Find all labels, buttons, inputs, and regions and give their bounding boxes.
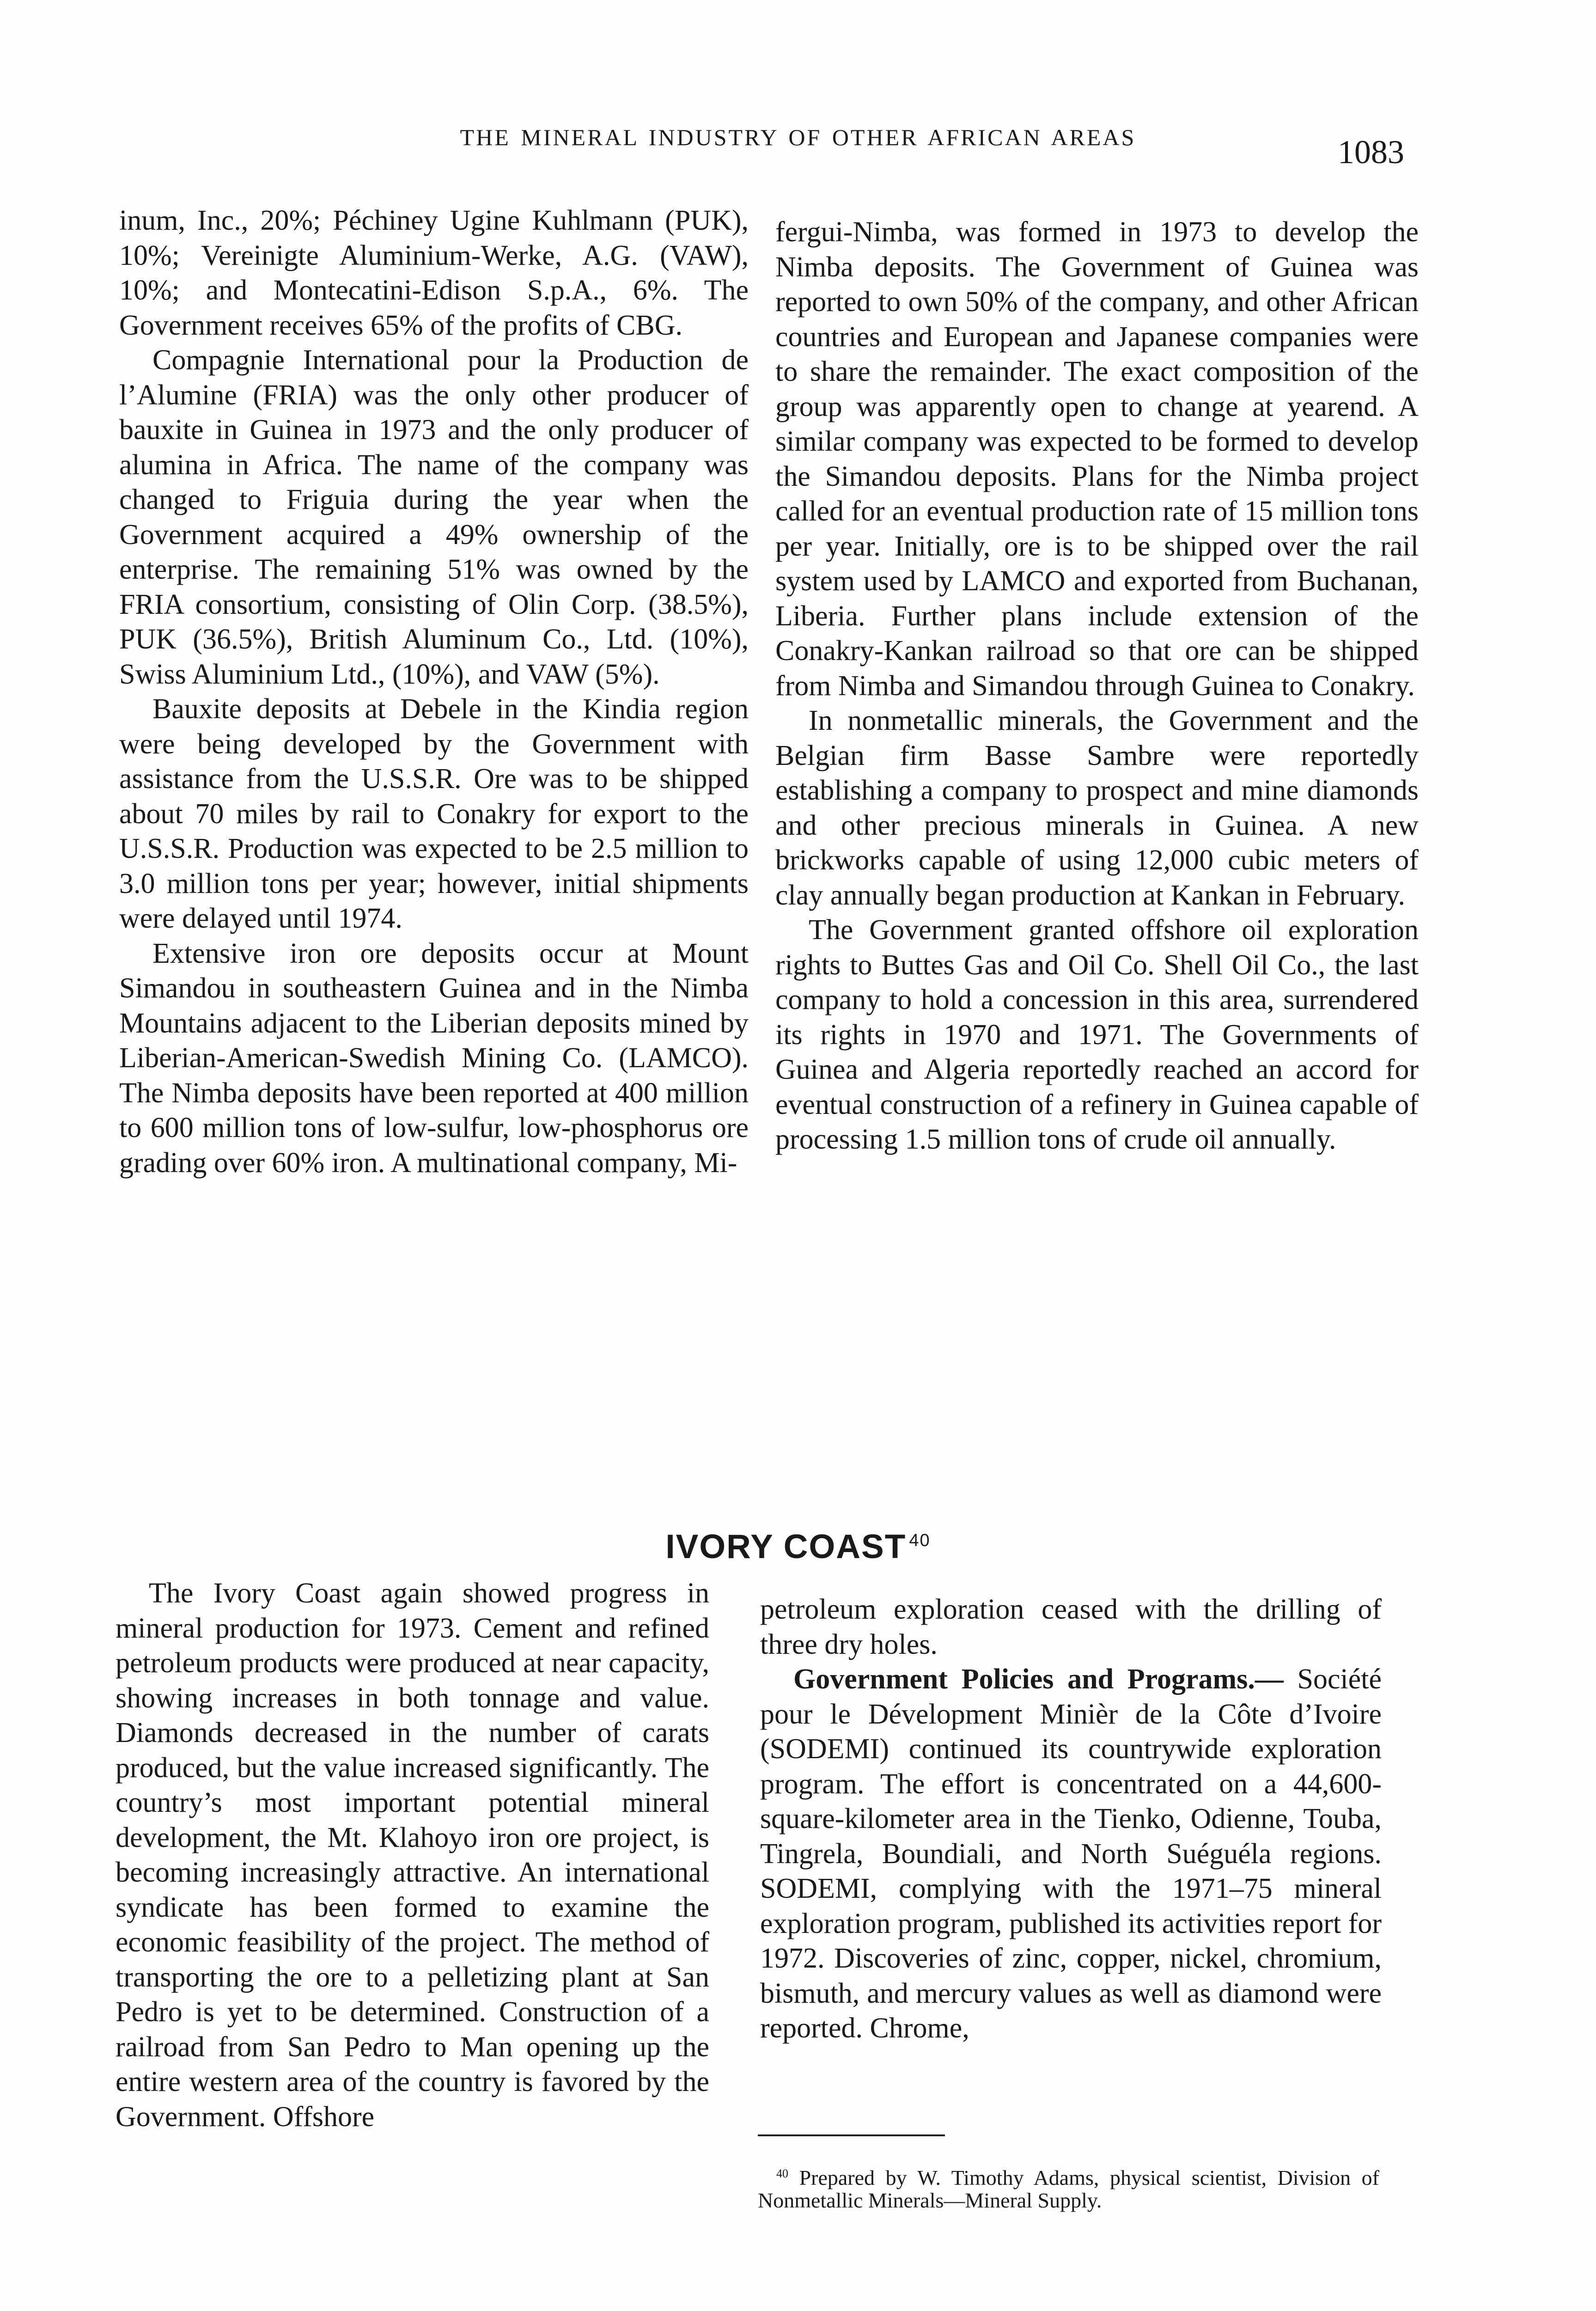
paragraph: Bauxite deposits at Debele in the Kindia region were being developed by the Government with assistance from the U.S.S.R. Ore was to be shipped about 70 miles by rail to Conakry for export to the U.S.S.R. Production was expected to be 2.5 million to 3.0 million tons per year; however, initial shipments were delayed until 1974. xyxy=(119,693,749,934)
paragraph: petroleum exploration ceased with the drilling of three dry holes. xyxy=(760,1594,1382,1660)
column-right-bottom xyxy=(760,1592,1382,2046)
subheading: Government Policies and Programs.— xyxy=(793,1663,1284,1695)
paragraph: The Ivory Coast again showed progress in mineral production for 1973. Cement and refined petroleum products were produced at near capacity, showing increases in both tonnage and value. Diamonds decreased in the number of carats produced, but the value increased significantly. The country’s most important potential mineral development, the Mt. Klahoyo iron ore project, is becoming increasingly attractive. An international syndicate has been formed to examine the economic feasibility of the project. The method of transporting the ore to a pelletizing plant at San Pedro is yet to be determined. Construction of a railroad from San Pedro to Man opening up the entire western area of the country is favored by the Government. Offshore xyxy=(116,1577,709,2133)
footnote-divider xyxy=(758,2134,945,2136)
column-right-top xyxy=(775,215,1419,1157)
column-left-top xyxy=(119,203,749,1180)
paragraph: fergui-Nimba, was formed in 1973 to develop the Nimba deposits. The Government of Guinea was reported to own 50% of the company, and other African countries and European and Japanese companies were to share the remainder. The exact composition of the group was apparently open to change at yearend. A similar company was expected to be formed to develop the Simandou deposits. Plans for the Nimba project called for an eventual production rate of 15 million tons per year. Initially, ore is to be shipped over the rail system used by LAMCO and exported from Buchanan, Liberia. Further plans include extension of the Conakry-Kankan railroad so that ore can be shipped from Nimba and Simandou through Guinea to Conakry. xyxy=(775,216,1419,702)
footnote-marker: 40 xyxy=(776,2167,788,2180)
section-title-text: IVORY COAST xyxy=(665,1528,907,1565)
paragraph xyxy=(760,1662,1382,2046)
section-title xyxy=(0,1528,1596,1566)
column-left-bottom xyxy=(116,1576,709,2134)
paragraph: inum, Inc., 20%; Péchiney Ugine Kuhlmann (PUK), 10%; Vereinigte Aluminium-Werke, A.G. (VAW), 10%; and Montecatini-Edison S.p.A., 6%. The Government receives 65% of the profits of CBG. xyxy=(119,205,749,341)
footnote-text: Prepared by W. Timothy Adams, physical scientist, Division of Nonmetallic Minerals—Mineral Supply. xyxy=(758,2166,1379,2212)
running-head: THE MINERAL INDUSTRY OF OTHER AFRICAN AREAS xyxy=(460,124,1136,150)
paragraph: Compagnie International pour la Production de l’Alumine (FRIA) was the only other producer of bauxite in Guinea in 1973 and the only producer of alumina in Africa. The name of the company was changed to Friguia during the year when the Government acquired a 49% ownership of the enterprise. The remaining 51% was owned by the FRIA consortium, consisting of Olin Corp. (38.5%), PUK (36.5%), British Aluminum Co., Ltd. (10%), Swiss Aluminium Ltd., (10%), and VAW (5%). xyxy=(119,344,749,690)
paragraph: The Government granted offshore oil exploration rights to Buttes Gas and Oil Co. Shell Oil Co., the last company to hold a concession in this area, surrendered its rights in 1970 and 1971. The Governments of Guinea and Algeria reportedly reached an accord for eventual construction of a refinery in Guinea capable of processing 1.5 million tons of crude oil annually. xyxy=(775,914,1419,1155)
page-number: 1083 xyxy=(1338,134,1404,171)
footnote-reference: 40 xyxy=(909,1531,931,1550)
footnote xyxy=(758,2162,1379,2212)
paragraph: In nonmetallic minerals, the Government and the Belgian firm Basse Sambre were reportedly establishing a company to prospect and mine diamonds and other precious minerals in Guinea. A new brickworks capable of using 12,000 cubic meters of clay annually began production at Kankan in February. xyxy=(775,705,1419,911)
paragraph: Extensive iron ore deposits occur at Mount Simandou in southeastern Guinea and in the Nimba Mountains adjacent to the Liberian deposits mined by Liberian-American-Swedish Mining Co. (LAMCO). The Nimba deposits have been reported at 400 million to 600 million tons of low-sulfur, low-phosphorus ore grading over 60% iron. A multinational company, Mi- xyxy=(119,937,749,1179)
paragraph-text: Société pour le Dévelopment Minièr de la Côte d’Ivoire (SODEMI) continued its countrywide exploration program. The effort is concentrated on a 44,600-square-kilometer area in the Tienko, Odienne, Touba, Tingrela, Boundiali, and North Suéguéla regions. SODEMI, complying with the 1971–75 mineral exploration program, published its activities report for 1972. Discoveries of zinc, copper, nickel, chromium, bismuth, and mercury values as well as diamond were reported. Chrome, xyxy=(760,1663,1382,2044)
